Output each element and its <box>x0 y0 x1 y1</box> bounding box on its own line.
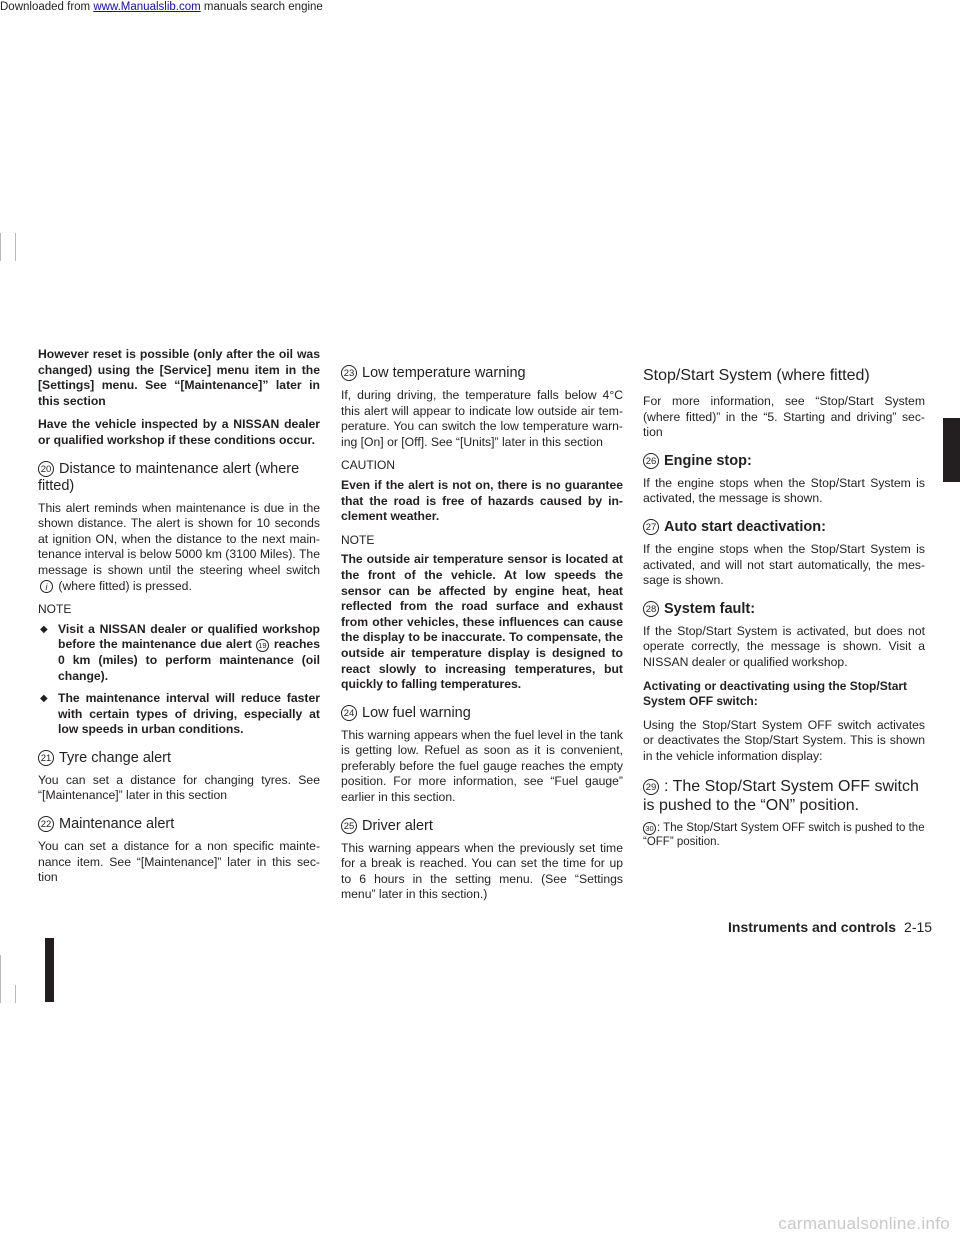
note-text: The outside air temperature sensor is located at the front of the vehicle. At low speeds the sensor can be affected by engine heat, heat reflected from the road surface and exhaust from other vehicles, these influences can cause the display to be inaccurate. To compensate, the outside air temperature display is designed to react slowly to increasing temperatures, but quickly to falling temperatures. <box>341 552 623 692</box>
item-number-badge: 21 <box>38 750 54 766</box>
heading-tyre-change-alert: 21 Tyre change alert <box>38 750 320 767</box>
heading-auto-start-deactivation: 27 Auto start deactivation: <box>643 519 925 536</box>
reset-paragraph: However reset is possible (only after the oil was changed) using the [Service] menu item in the [Settings] menu. See “[Maintenance]” later in this section <box>38 347 320 408</box>
crop-mark <box>0 233 1 261</box>
heading-maintenance-alert: 22 Maintenance alert <box>38 816 320 833</box>
engine-stop-text: If the engine stops when the Stop/Start System is activated, the message is shown. <box>643 475 925 506</box>
distance-alert-text: This alert reminds when maintenance is due in the shown distance. The alert is shown for 10 seconds at ignition ON, when the distance to the next main-tenance interval is below 5000 km (3100 Miles). The message is shown until the steering wheel switch i (where fitted) is pressed. <box>38 500 320 593</box>
stop-start-title: Stop/Start System (where fitted) <box>643 367 870 384</box>
download-banner: Downloaded from www.Manualslib.com manuals search engine <box>0 1 323 13</box>
maintenance-alert-text: You can set a distance for a non specific mainte-nance item. See “[Maintenance]” later in this sec-tion <box>38 839 320 885</box>
inspection-paragraph: Have the vehicle inspected by a NISSAN dealer or qualified workshop if these conditions occur. <box>38 417 320 447</box>
activating-label: Activating or deactivating using the Stop/Start System OFF switch: <box>643 678 908 709</box>
switch-on-position: 29 : The Stop/Start System OFF switch is pushed to the “ON” position. <box>643 777 919 814</box>
footer-section-title: Instruments and controls <box>728 919 897 935</box>
auto-start-text: If the engine stops when the Stop/Start System is activated, and will not start automatically, the mes-sage is shown. <box>643 541 925 588</box>
system-fault-text: If the Stop/Start System is activated, but does not operate correctly, the message is shown. Visit a NISSAN dealer or qualified workshop. <box>643 623 925 669</box>
list-item: ◆ The maintenance interval will reduce faster with certain types of driving, especially at low speeds in urban conditions. <box>38 691 320 738</box>
item-number-badge: 28 <box>643 601 659 617</box>
column-3 <box>643 366 925 857</box>
note-label: NOTE <box>38 602 72 617</box>
info-switch-icon: i <box>40 580 53 593</box>
watermark: carmanualsonline.info <box>778 1214 950 1233</box>
item-number-badge: 26 <box>643 453 659 469</box>
manualslib-link[interactable]: www.Manualslib.com <box>93 1 201 13</box>
low-temperature-text: If, during driving, the temperature falls below 4°C this alert will appear to indicate low outside air tem-perature. You can switch the low temperature warn-ing [On] or [Off]. See “[Units]” later in this section <box>341 388 623 449</box>
item-number-badge: 30 <box>643 822 656 835</box>
page-number: 2-15 <box>904 919 933 935</box>
caution-text: Even if the alert is not on, there is no guarantee that the road is free of hazards caused by in-clement weather. <box>341 477 623 524</box>
item-number-badge: 29 <box>643 779 659 795</box>
crop-mark <box>0 955 1 1003</box>
item-number-badge: 25 <box>341 818 357 834</box>
item-number-badge: 23 <box>341 365 357 381</box>
heading-system-fault: 28 System fault: <box>643 601 925 618</box>
note-bullets <box>38 622 320 738</box>
column-2 <box>341 365 623 911</box>
caution-label: CAUTION <box>341 458 395 473</box>
tyre-change-text: You can set a distance for changing tyres. See “[Maintenance]” later in this section <box>38 772 320 803</box>
section-tab-marker <box>943 418 960 482</box>
note-label: NOTE <box>341 532 375 547</box>
margin-bar <box>45 938 54 1002</box>
heading-driver-alert: 25 Driver alert <box>341 818 623 835</box>
heading-low-temperature-warning: 23 Low temperature warning <box>341 365 623 382</box>
item-number-badge: 22 <box>38 816 54 832</box>
list-item: ◆ Visit a NISSAN dealer or qualified workshop before the maintenance due alert 19 reaches 0 km (miles) to perform maintenance (oil change). <box>38 622 320 684</box>
stop-start-intro: For more information, see “Stop/Start System (where fitted)” in the “5. Starting and driving” sec-tion <box>643 394 925 440</box>
heading-distance-to-maintenance: 20 Distance to maintenance alert (where fitted) <box>38 460 300 494</box>
column-1 <box>38 347 320 894</box>
heading-engine-stop: 26 Engine stop: <box>643 453 925 470</box>
page-footer <box>728 919 932 935</box>
switch-off-position: 30 : The Stop/Start System OFF switch is pushed to the “OFF” position. <box>643 821 925 848</box>
driver-alert-text: This warning appears when the previously set time for a break is reached. You can set the time for up to 6 hours in the setting menu. (See “Settings menu” later in this section.) <box>341 840 623 902</box>
crop-mark <box>15 985 16 1003</box>
item-number-badge: 27 <box>643 519 659 535</box>
low-fuel-text: This warning appears when the fuel level in the tank is getting low. Refuel as soon as it is convenient, preferably before the fuel gauge reaches the empty position. For more information, see “Fuel gauge” earlier in this section. <box>341 727 623 805</box>
item-number-badge: 19 <box>256 639 269 652</box>
activating-text: Using the Stop/Start System OFF switch activates or deactivates the Stop/Start System. This is shown in the vehicle information display: <box>643 717 925 763</box>
heading-low-fuel-warning: 24 Low fuel warning <box>341 705 623 722</box>
item-number-badge: 20 <box>38 461 54 477</box>
item-number-badge: 24 <box>341 705 357 721</box>
crop-mark <box>15 233 16 261</box>
